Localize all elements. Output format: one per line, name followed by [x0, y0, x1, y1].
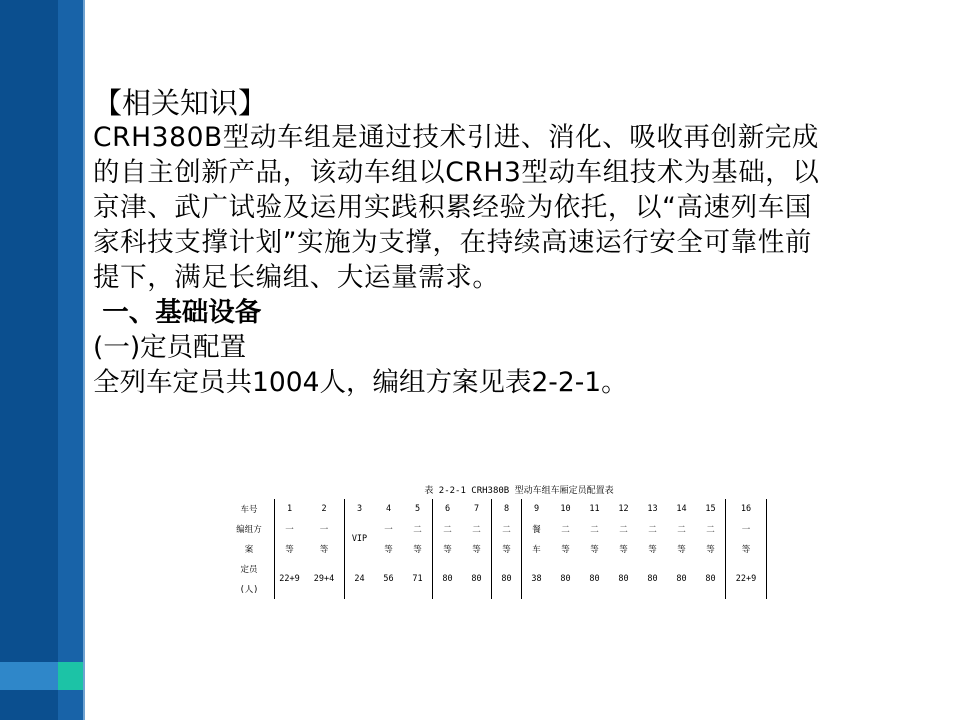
car-number: 8 — [492, 499, 522, 519]
paragraph-line: CRH380B型动车组是通过技术引进、消化、吸收再创新完成 — [93, 122, 820, 153]
capacity-cell: 71 — [403, 559, 433, 599]
paragraph-line: 京津、武广试验及运用实践积累经验为依托，以“高速列车国 — [93, 192, 812, 223]
capacity-cell: 80 — [442, 574, 453, 584]
capacity-cell: 80 — [676, 574, 687, 584]
capacity-cell: 24 — [354, 574, 365, 584]
car-number: 3 — [356, 504, 363, 514]
plan-cell: 等 — [619, 545, 628, 555]
plan-cell: 等 — [696, 539, 726, 559]
capacity-cell: 80 — [560, 574, 571, 584]
left-bar-teal-block — [58, 662, 83, 690]
plan-cell: 二 — [462, 519, 492, 539]
plan-cell: 二 — [561, 525, 570, 535]
car-number: 7 — [462, 499, 492, 519]
row-header-plan: 编组方 — [224, 519, 275, 539]
plan-cell: 等 — [726, 539, 767, 559]
plan-cell: 二 — [677, 525, 686, 535]
car-number: 15 — [696, 499, 726, 519]
paragraph-line: 提下，满足长编组、大运量需求。 — [93, 262, 500, 293]
left-bar-line — [83, 0, 85, 720]
plan-cell: 等 — [285, 545, 294, 555]
plan-cell: 二 — [696, 519, 726, 539]
car-number: 1 — [286, 504, 293, 514]
paragraph-line: 家科技支撑计划”实施为支撑，在持续高速运行安全可靠性前 — [93, 227, 812, 258]
plan-cell: 等 — [304, 539, 345, 559]
plan-cell: 等 — [462, 539, 492, 559]
capacity-cell: 80 — [696, 559, 726, 599]
car-number: 2 — [304, 499, 345, 519]
car-number: 11 — [589, 504, 600, 514]
car-number: 9 — [533, 504, 540, 514]
plan-cell: 等 — [443, 545, 452, 555]
capacity-cell: 80 — [492, 559, 522, 599]
plan-cell: 二 — [590, 525, 599, 535]
slide-content — [93, 86, 943, 400]
car-number: 10 — [560, 504, 571, 514]
left-bar-dark — [0, 0, 58, 720]
car-number: 4 — [385, 504, 392, 514]
plan-cell: 等 — [403, 539, 433, 559]
plan-cell: 一 — [285, 525, 294, 535]
capacity-table — [224, 499, 767, 599]
plan-cell: 二 — [443, 525, 452, 535]
plan-cell: 车 — [532, 545, 541, 555]
knowledge-heading: 【相关知识】 — [93, 86, 268, 120]
plan-cell: 二 — [492, 519, 522, 539]
car-number: 6 — [444, 504, 451, 514]
row-header-capacity-unit: (人) — [224, 579, 275, 599]
capacity-cell: 80 — [647, 574, 658, 584]
plan-cell: 一 — [384, 525, 393, 535]
table-row — [224, 519, 767, 539]
plan-cell: 二 — [403, 519, 433, 539]
table-row — [224, 499, 767, 519]
plan-cell: 一 — [726, 519, 767, 539]
summary-line: 全列车定员共1004人，编组方案见表2-2-1。 — [93, 367, 628, 398]
plan-cell: 等 — [648, 545, 657, 555]
capacity-cell: 29+4 — [304, 559, 345, 599]
capacity-cell: 38 — [531, 574, 542, 584]
car-number: 5 — [403, 499, 433, 519]
plan-cell: 二 — [648, 525, 657, 535]
plan-cell: 等 — [492, 539, 522, 559]
plan-cell-vip: VIP — [351, 534, 368, 544]
capacity-cell: 80 — [462, 559, 492, 599]
capacity-cell: 80 — [589, 574, 600, 584]
row-header-car: 车号 — [224, 499, 275, 519]
paragraph-line: 的自主创新产品，该动车组以CRH3型动车组技术为基础，以 — [93, 157, 820, 188]
capacity-cell: 22+9 — [726, 559, 767, 599]
plan-cell: 一 — [304, 519, 345, 539]
capacity-cell: 22+9 — [279, 574, 300, 584]
capacity-cell: 80 — [618, 574, 629, 584]
plan-cell: 等 — [561, 545, 570, 555]
capacity-cell: 56 — [383, 574, 394, 584]
plan-cell: 餐 — [532, 525, 541, 535]
plan-cell: 等 — [384, 545, 393, 555]
section-title: 一、基础设备 — [93, 297, 262, 328]
car-number: 13 — [647, 504, 658, 514]
table-row — [224, 559, 767, 579]
row-header-capacity: 定员 — [224, 559, 275, 579]
left-bar-light-block — [0, 662, 58, 690]
table-row — [224, 539, 767, 559]
car-number: 14 — [676, 504, 687, 514]
row-header-plan: 案 — [224, 539, 275, 559]
car-number: 12 — [618, 504, 629, 514]
left-bar-mid — [58, 0, 83, 720]
subsection-title: (一)定员配置 — [93, 332, 247, 363]
plan-cell: 等 — [677, 545, 686, 555]
plan-cell: 等 — [590, 545, 599, 555]
table-caption: 表 2-2-1 CRH380B 型动车组车厢定员配置表 — [424, 486, 614, 496]
plan-cell: 二 — [619, 525, 628, 535]
car-number: 16 — [726, 499, 767, 519]
